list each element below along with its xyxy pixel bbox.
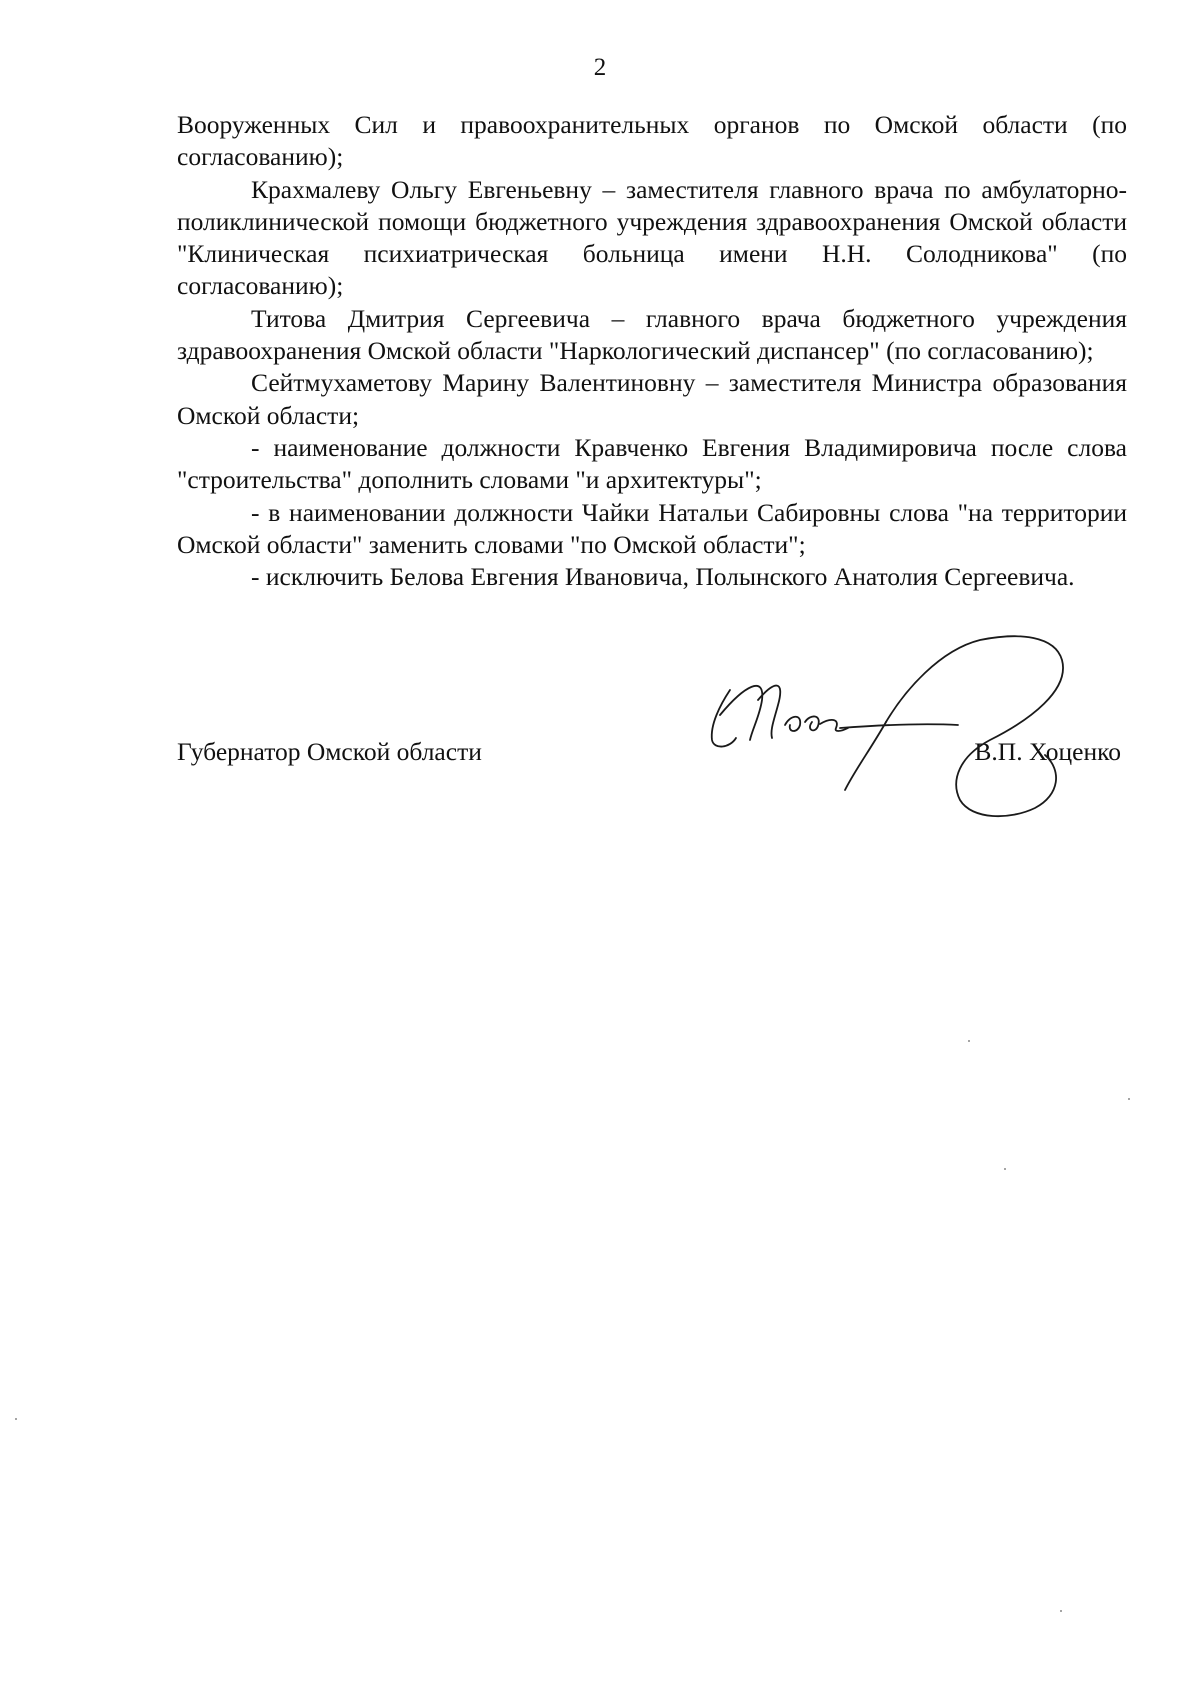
signature-block (177, 736, 1127, 776)
signatory-title: Губернатор Омской области (177, 737, 482, 766)
scan-speck (1060, 1610, 1062, 1612)
scan-speck (1004, 1168, 1006, 1170)
list-item-kravchenko: - наименование должности Кравченко Евгения Владимировича после слова "строительства" дополнить словами "и архитектуры"; (177, 432, 1127, 495)
list-item-exclude: - исключить Белова Евгения Ивановича, Полынского Анатолия Сергеевича. (251, 562, 1075, 592)
signatory-name: В.П. Хоценко (974, 737, 1121, 766)
page-number: 2 (593, 54, 607, 81)
scan-speck (15, 1418, 17, 1420)
paragraph-krakhmaleva: Крахмалеву Ольгу Евгеньевну – заместителя главного врача по амбулаторно-поликлинической помощи бюджетного учреждения здравоохранения Омской области "Клиническая психиатрическая больница имени Н.Н. Солодникова" (по согласованию); (177, 174, 1127, 301)
list-item-chayka: - в наименовании должности Чайки Натальи Сабировны слова "на территории Омской области" заменить словами "по Омской области"; (177, 497, 1127, 559)
scan-speck (1128, 1098, 1130, 1100)
paragraph-seytmukhametova: Сейтмухаметову Марину Валентиновну – заместителя Министра образования Омской области; (177, 368, 1127, 430)
paragraph-titov: Титова Дмитрия Сергеевича – главного врача бюджетного учреждения здравоохранения Омской области "Наркологический диспансер" (по согласованию); (177, 303, 1127, 366)
scan-speck (968, 1040, 970, 1042)
document-body (177, 109, 1127, 593)
paragraph-armed-forces: Вооруженных Сил и правоохранительных органов по Омской области (по согласованию); (177, 110, 1127, 172)
